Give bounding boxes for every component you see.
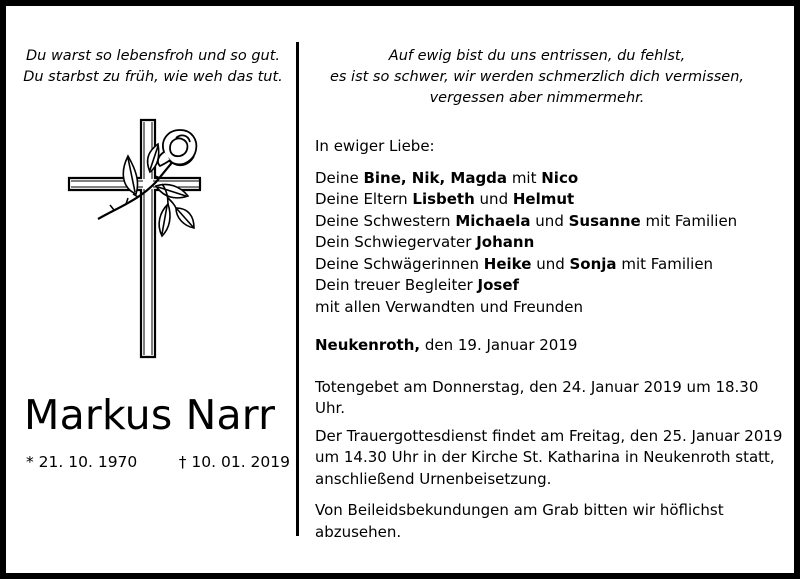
deceased-name: Markus Narr [24, 391, 276, 439]
poem-left [20, 46, 286, 88]
mourner-line: mit allen Verwandten und Freunden [315, 297, 584, 316]
birth-date: * 21. 10. 1970 [26, 453, 138, 471]
service-notice [315, 426, 785, 491]
obituary-content [315, 136, 785, 543]
mourners-list [315, 168, 785, 319]
cross-with-rose-icon [64, 112, 204, 366]
mourner-line: Dein treuer Begleiter Josef [315, 276, 520, 294]
poem-right-line: es ist so schwer, wir werden schmerzlich dich vermissen, [329, 69, 745, 85]
service-line: Der Trauergottesdienst findet am Freitag, den 25. Januar 2019 [315, 426, 783, 445]
poem-right-line: vergessen aber nimmermehr. [429, 90, 645, 106]
mourner-line: Deine Bine, Nik, Magda mit Nico [315, 168, 579, 187]
mourner-line: Deine Eltern Lisbeth und Helmut [315, 190, 575, 208]
condolence-line: Von Beileidsbekundungen am Grab bitten wir höflichst [315, 501, 724, 519]
poem-left-line: Du starbst zu früh, wie weh das tut. [23, 69, 283, 85]
life-dates [26, 451, 290, 473]
mourner-line: Deine Schwägerinnen Heike und Sonja mit Familien [315, 254, 714, 273]
service-line: anschließend Urnenbeisetzung. [315, 469, 552, 488]
poem-left-line: Du warst so lebensfroh und so gut. [25, 48, 281, 64]
mourners-intro: In ewiger Liebe: [315, 137, 435, 155]
mourner-line: Deine Schwestern Michaela und Susanne mit Familien [315, 211, 738, 230]
vertical-divider [296, 42, 299, 536]
condolence-line: abzusehen. [315, 522, 402, 541]
poem-right [305, 46, 769, 109]
death-date: † 10. 01. 2019 [178, 453, 290, 471]
prayer-notice: Totengebet am Donnerstag, den 24. Januar 2019 um 18.30 Uhr. [315, 377, 759, 417]
poem-right-line: Auf ewig bist du uns entrissen, du fehlst, [388, 48, 686, 64]
mourner-line: Dein Schwiegervater Johann [315, 233, 535, 251]
service-line: um 14.30 Uhr in der Kirche St. Katharina in Neukenroth statt, [315, 448, 775, 466]
condolence-notice [315, 500, 785, 543]
place-date: Neukenroth, den 19. Januar 2019 [315, 336, 578, 354]
